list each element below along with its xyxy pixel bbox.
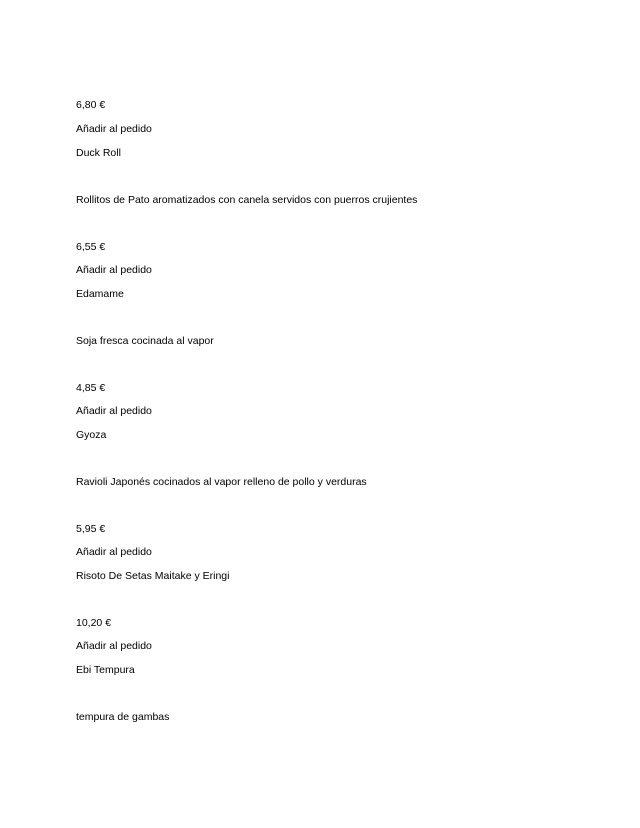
item-description: Ravioli Japonés cocinados al vapor relleno de pollo y verduras	[76, 476, 367, 488]
item-name: Duck Roll	[76, 147, 121, 159]
item-price: 6,80 €	[76, 99, 106, 111]
add-to-order-link[interactable]: Añadir al pedido	[76, 123, 152, 135]
item-price: 10,20 €	[76, 617, 112, 629]
item-name: Risoto De Setas Maitake y Eringi	[76, 570, 230, 582]
item-description: tempura de gambas	[76, 711, 170, 723]
add-to-order-link[interactable]: Añadir al pedido	[76, 405, 152, 417]
item-name: Gyoza	[76, 429, 107, 441]
item-price: 5,95 €	[76, 523, 106, 535]
add-to-order-link[interactable]: Añadir al pedido	[76, 640, 152, 652]
item-name: Edamame	[76, 288, 124, 300]
item-description: Soja fresca cocinada al vapor	[76, 335, 214, 347]
item-price: 6,55 €	[76, 241, 106, 253]
add-to-order-link[interactable]: Añadir al pedido	[76, 264, 152, 276]
item-description: Rollitos de Pato aromatizados con canela servidos con puerros crujientes	[76, 194, 418, 206]
add-to-order-link[interactable]: Añadir al pedido	[76, 546, 152, 558]
item-name: Ebi Tempura	[76, 664, 135, 676]
item-price: 4,85 €	[76, 382, 106, 394]
